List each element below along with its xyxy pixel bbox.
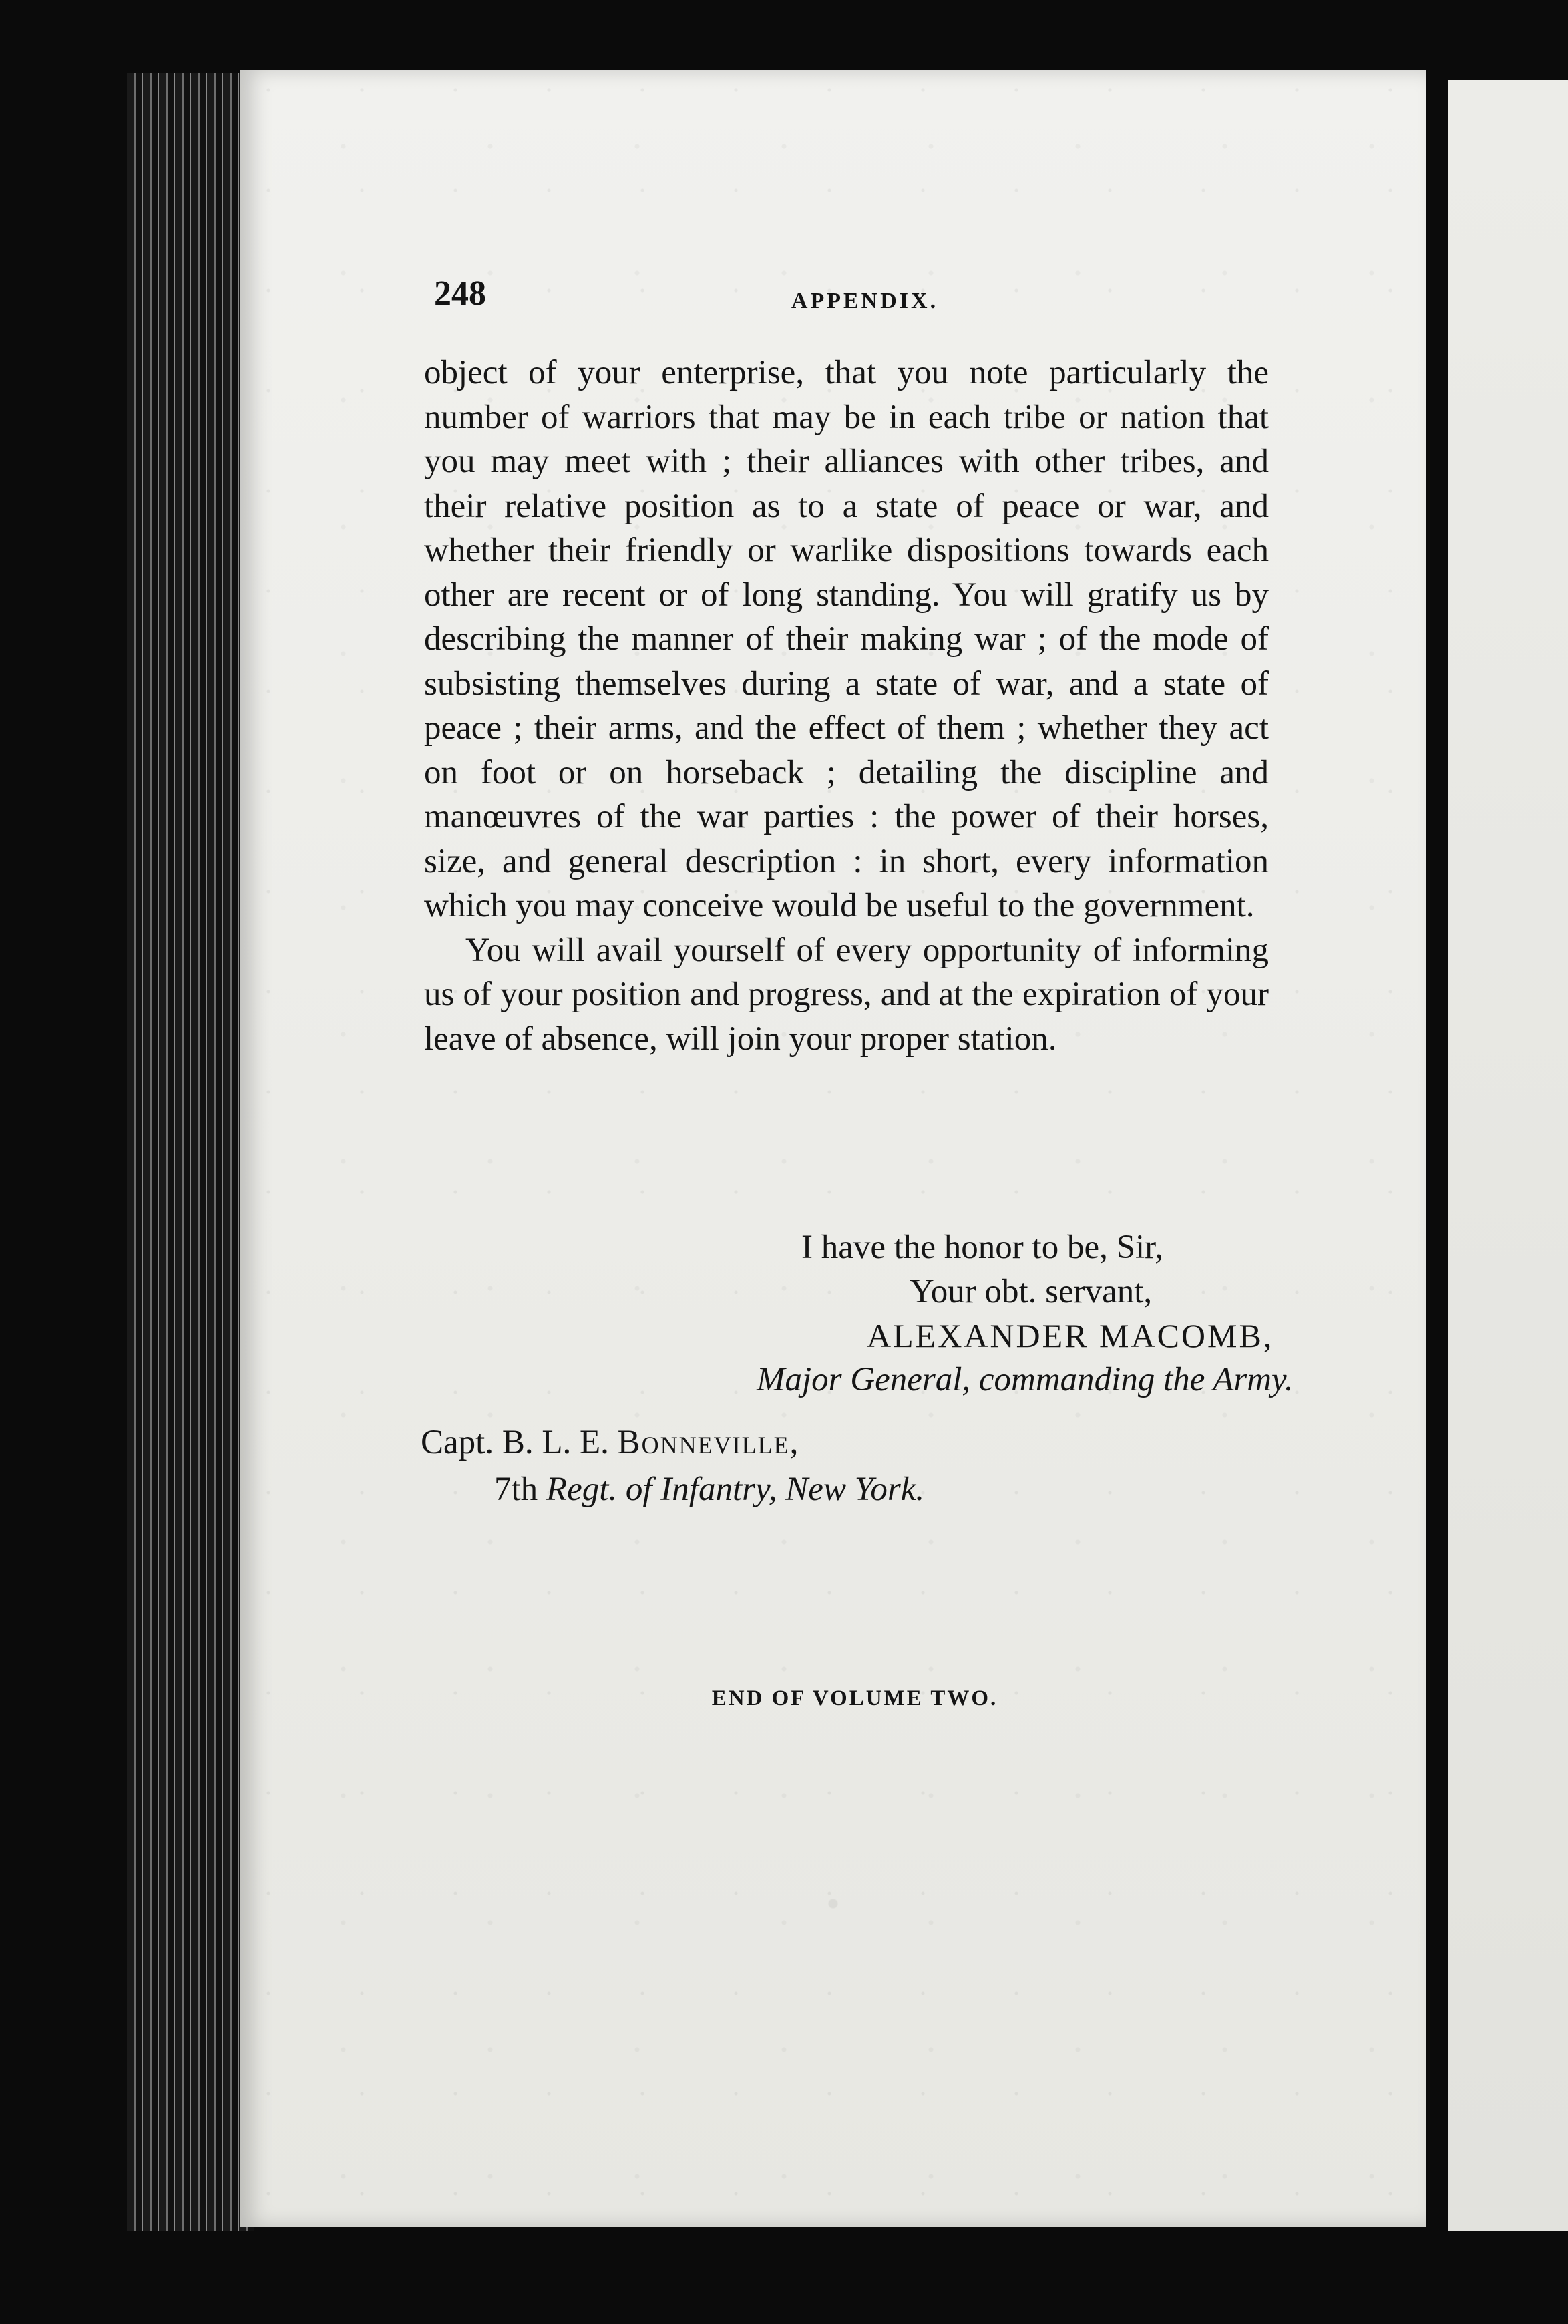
recipient-unit-prefix: 7th — [494, 1471, 546, 1508]
recipient-surname: Bonneville, — [617, 1424, 800, 1461]
recipient-address — [421, 1419, 924, 1513]
paragraph: object of your enterprise, that you note particularly the number of warriors that may be in each tribe or nation that you may meet with ; their alliances with other tribes, and their relative position as to a state of peace or war, and whether their friendly or warlike dispositions towards each other are recent or of long standing. You will gratify us by describing the manner of their making war ; of the mode of subsisting themselves during a state of war, and a state of peace ; their arms, and the effect of them ; whether they act on foot or on horseback ; detailing the discipline and manœuvres of the war parties : the power of their horses, size, and general description : in short, every information which you may conceive would be useful to the government. — [424, 354, 1269, 924]
page-number: 248 — [434, 274, 486, 313]
recipient-name-prefix: Capt. B. L. E. — [421, 1424, 618, 1461]
signature-title: Major General, commanding the Army. — [757, 1361, 1294, 1398]
body-text — [424, 351, 1269, 1061]
facing-page — [1439, 80, 1568, 2231]
recipient-unit-text: Regt. of Infantry, New York. — [546, 1471, 925, 1508]
running-head: APPENDIX. — [791, 288, 939, 313]
end-of-volume-note: END OF VOLUME TWO. — [711, 1686, 998, 1710]
closing-salutation: I have the honor to be, Sir, — [801, 1229, 1163, 1266]
paragraph: You will avail yourself of every opportunity of informing us of your position and progress, and at the expiration of your leave of absence, will join your proper station. — [424, 931, 1269, 1058]
closing-servant: Your obt. servant, — [910, 1273, 1153, 1310]
letter-closing — [653, 1225, 1294, 1402]
recipient-unit — [421, 1466, 924, 1513]
page-header — [434, 274, 1276, 314]
signature-name: ALEXANDER MACOMB, — [867, 1317, 1274, 1354]
recipient-name — [421, 1419, 924, 1466]
book-page-edges — [127, 73, 254, 2231]
